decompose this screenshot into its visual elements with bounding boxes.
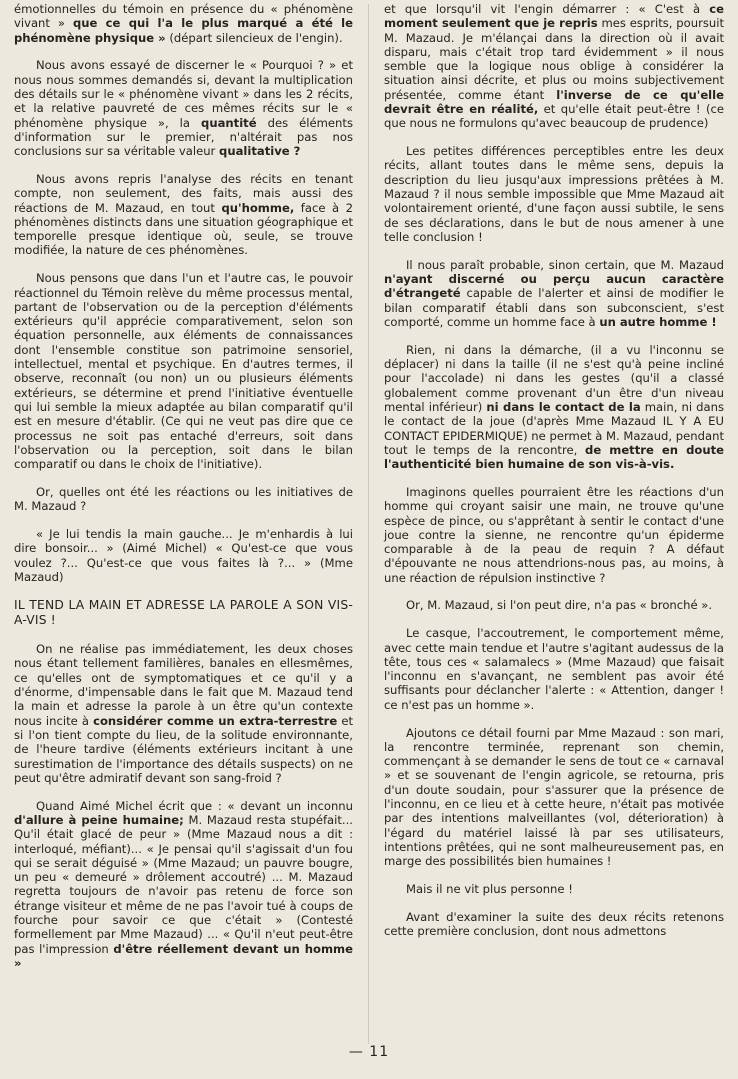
- bold-text: de mettre en doute l'authenticité bien humaine de son vis-à-vis.: [384, 442, 725, 472]
- bold-text: ce moment seulement que je repris: [384, 2, 724, 31]
- paragraph: [14, 172, 353, 258]
- bold-text: ni dans le contact de la: [486, 399, 641, 414]
- paragraph: [384, 882, 724, 896]
- text-run: M. Mazaud resta stupéfait... Qu'il était glacé de peur » (Mme Mazaud nous a dit : interloqué, méfiant)... « Je pensai qu'il s'agissait d'un fou qui se serait déguisé » (Mme Mazaud; un pauvre bougre, un peu « demeuré » drôlement accoutré) ... M. Mazaud regretta toujours de n'avoir pas retenu de force son étrange visiteur et même de ne pas l'avoir tué à coups de fourche pour savoir ce que c'était » (Contesté formellement par Mme Mazaud) ... « Qu'il n'eut peut-être pas l'impression: [14, 812, 353, 956]
- paragraph: [384, 258, 724, 329]
- paragraph: [14, 799, 353, 971]
- text-run: « Je lui tendis la main gauche... Je m'enhardis à lui dire bonsoir... » (Aimé Michel) « Qu'est-ce que vous voulez ?... Qu'est-ce que vous faites là ?... » (Mme Mazaud): [14, 527, 353, 584]
- paragraph: [384, 626, 724, 712]
- text-run: Les petites différences perceptibles entre les deux récits, allant toutes dans le même sens, depuis la description du lieu jusqu'aux impressions prêtées à M. Mazaud ? il nous semble impossible que Mme Mazaud ait volontairement orienté, d'une façon aussi subtile, le sens de ses déclarations, dans le but de nous amener à une telle conclusion !: [384, 144, 724, 244]
- paragraph: [14, 598, 353, 629]
- text-run: Nous avons essayé de discerner le « Pourquoi ? » et nous nous sommes demandés si, devant la multiplication des détails sur le « phénomène vivant » dans les 2 récits, et la relative pauvreté de ces mêmes récits sur le « phénomène physique », la: [14, 58, 353, 130]
- right-column: [384, 2, 724, 952]
- bold-text: qualitative ?: [219, 144, 301, 159]
- bold-text: n'ayant discerné ou perçu aucun caractère d'étrangeté: [384, 272, 724, 301]
- column-gutter: [368, 4, 369, 1044]
- text-run: Mais il ne vit plus personne !: [406, 882, 573, 897]
- text-run: des éléments d'information sur le premier, n'altérait pas nos conclusions sur sa véritable valeur: [14, 115, 353, 159]
- text-run: Il nous paraît probable, sinon certain, que M. Mazaud: [406, 257, 724, 272]
- paragraph: [384, 485, 724, 585]
- text-run: Quand Aimé Michel écrit que : « devant un inconnu: [36, 798, 353, 813]
- paragraph: [384, 144, 724, 244]
- text-run: Ajoutons ce détail fourni par Mme Mazaud : son mari, la rencontre terminée, reprenant son chemin, commençant à se demander le sens de tout ce « carnaval » et se souvenant de l'engin agricole, se retourna, pris d'un doute soudain, pour s'assurer que la présence de l'inconnu, en ce lieu et à cette heure, n'était pas motivée par des intentions malveillantes (vol, déterioration) à l'égard du matériel laissé là par ses utilisateurs, intentions prêtées, qui ne sont malheureusement pas, en marge des possibilités bien humaines !: [384, 725, 724, 869]
- text-run: Imaginons quelles pourraient être les réactions d'un homme qui croyant saisir une main, ne trouve qu'une espèce de pince, ou s'apprêtant à sentir le contact d'une joue contre la sienne, ne rencontre qu'un épiderme comparable à de la peau de requin ? A défaut d'épouvante ne nous attendrions-nous pas, au moins, à une réaction de répulsion instinctive ?: [384, 484, 724, 585]
- bold-text: l'inverse de ce qu'elle devrait être en réalité,: [384, 87, 724, 117]
- paragraph: [14, 527, 353, 584]
- text-run: émotionnelles du témoin en présence du « phénomène vivant »: [14, 2, 353, 31]
- text-run: Nous avons repris l'analyse des récits en tenant compte, non seulement, des faits, mais aussi des réactions de M. Mazaud, en tout: [14, 171, 353, 215]
- text-run: Or, M. Mazaud, si l'on peut dire, n'a pas « bronché ».: [406, 598, 713, 613]
- paragraph: [14, 642, 353, 785]
- bold-text: d'être réellement devant un homme »: [14, 941, 353, 970]
- text-run: Le casque, l'accoutrement, le comportement même, avec cette main tendue et l'autre s'agitant audessus de la tête, tous ces « salamalecs » (Mme Mazaud) que faisait l'inconnu en s'avançant, ne semblent pas avoir été suffisants pour déclancher l'alerte : « Attention, danger ! ce n'est pas un homme ».: [384, 626, 724, 712]
- text-run: Rien, ni dans la démarche, (il a vu l'inconnu se déplacer) ni dans la taille (il ne s'est qu'à peine incliné pour l'accolade) ni dans les gestes (qu'il a classé globalement comme provenant d'un être d'un niveau mental inférieur): [384, 342, 724, 414]
- left-column: [14, 2, 353, 984]
- paragraph: [14, 58, 353, 158]
- text-run: Nous pensons que dans l'un et l'autre cas, le pouvoir réactionnel du Témoin relève du même processus mental, partant de l'observation ou de la perception d'éléments extérieurs qu'il apprécie comparativement, selon son équation personnelle, aux éléments de connaissances dont l'ensemble constitue son patrimoine sensoriel, intellectuel, mental et psychique. En d'autres termes, il observe, reconnaît (ou non) un ou plusieurs éléments extérieurs, se détermine et prend l'initiative éventuelle qui lui semble la mieux adaptée au bilan comparatif qu'il est en mesure d'établir. (Ce qui ne veut pas dire que ce processus ne soit pas entaché d'erreurs, soit dans l'observation ou la perception, soit dans le bilan comparatif ou dans le choix de l'initiative).: [14, 271, 353, 472]
- bold-text: quantité: [201, 115, 257, 130]
- paragraph: [14, 485, 353, 514]
- text-run: (départ silencieux de l'engin).: [165, 30, 343, 45]
- text-run: On ne réalise pas immédiatement, les deux choses nous étant tellement familières, banales en ellesmêmes, ce qu'elles ont de symptomatiques et ce qu'il y a d'énorme, d'impensable dans le fait que M. Mazaud tend la main et adresse la parole à un être qu'un contexte nous incite à: [14, 642, 353, 728]
- text-run: face à 2 phénomènes distincts dans une situation géographique et temporelle presque identique où, seule, se trouve modifiée, la nature de ces phénomènes.: [14, 200, 353, 258]
- text-run: et qu'elle était peut-être ! (ce que nous ne formulons qu'avec beaucoup de prudence): [384, 102, 724, 131]
- paragraph: [384, 726, 724, 869]
- paragraph: [14, 271, 353, 471]
- text-run: capable de l'alerter et ainsi de modifier le bilan comparatif établi dans son subconscient, s'est comporté, comme un homme face à: [384, 286, 724, 329]
- bold-text: qu'homme,: [221, 200, 295, 215]
- text-run: main, ni dans le contact de la joue (d'après Mme Mazaud IL Y A EU CONTACT EPIDERMIQUE) ne permet à M. Mazaud, pendant tout le temps de la rencontre,: [384, 399, 724, 457]
- paragraph: [384, 598, 724, 612]
- page-number: — 11: [348, 1044, 390, 1060]
- text-run: mes esprits, poursuit M. Mazaud. Je m'élançai dans la direction où il avait disparu, mais c'était trop tard évidemment » il nous semble que la logique nous oblige à considérer la situation ainsi décrite, et plus ou moins subjectivement présentée, comme étant: [384, 16, 724, 102]
- bold-text: que ce qui l'a le plus marqué a été le phénomène physique »: [14, 16, 353, 45]
- paragraph: [14, 2, 353, 45]
- text-run: et que lorsqu'il vit l'engin démarrer : « C'est à: [384, 2, 710, 16]
- bold-text: considérer comme un extra-terrestre: [93, 713, 338, 728]
- section-heading: IL TEND LA MAIN ET ADRESSE LA PAROLE A SON VIS-A-VIS !: [14, 597, 353, 628]
- bold-text: d'allure à peine humaine;: [14, 812, 184, 827]
- text-run: Avant d'examiner la suite des deux récits retenons cette première conclusion, dont nous admettons: [384, 909, 724, 939]
- paragraph: [384, 910, 724, 939]
- paragraph: [384, 343, 724, 472]
- bold-text: un autre homme !: [599, 314, 717, 329]
- text-run: et si l'on tient compte du lieu, de la solitude environnante, de l'heure tardive (éléments extérieurs incitant à une surestimation de l'importance des détails suspects) on ne peut qu'être admiratif devant son sang-froid ?: [14, 713, 353, 785]
- text-run: Or, quelles ont été les réactions ou les initiatives de M. Mazaud ?: [14, 484, 353, 514]
- paragraph: [384, 2, 724, 131]
